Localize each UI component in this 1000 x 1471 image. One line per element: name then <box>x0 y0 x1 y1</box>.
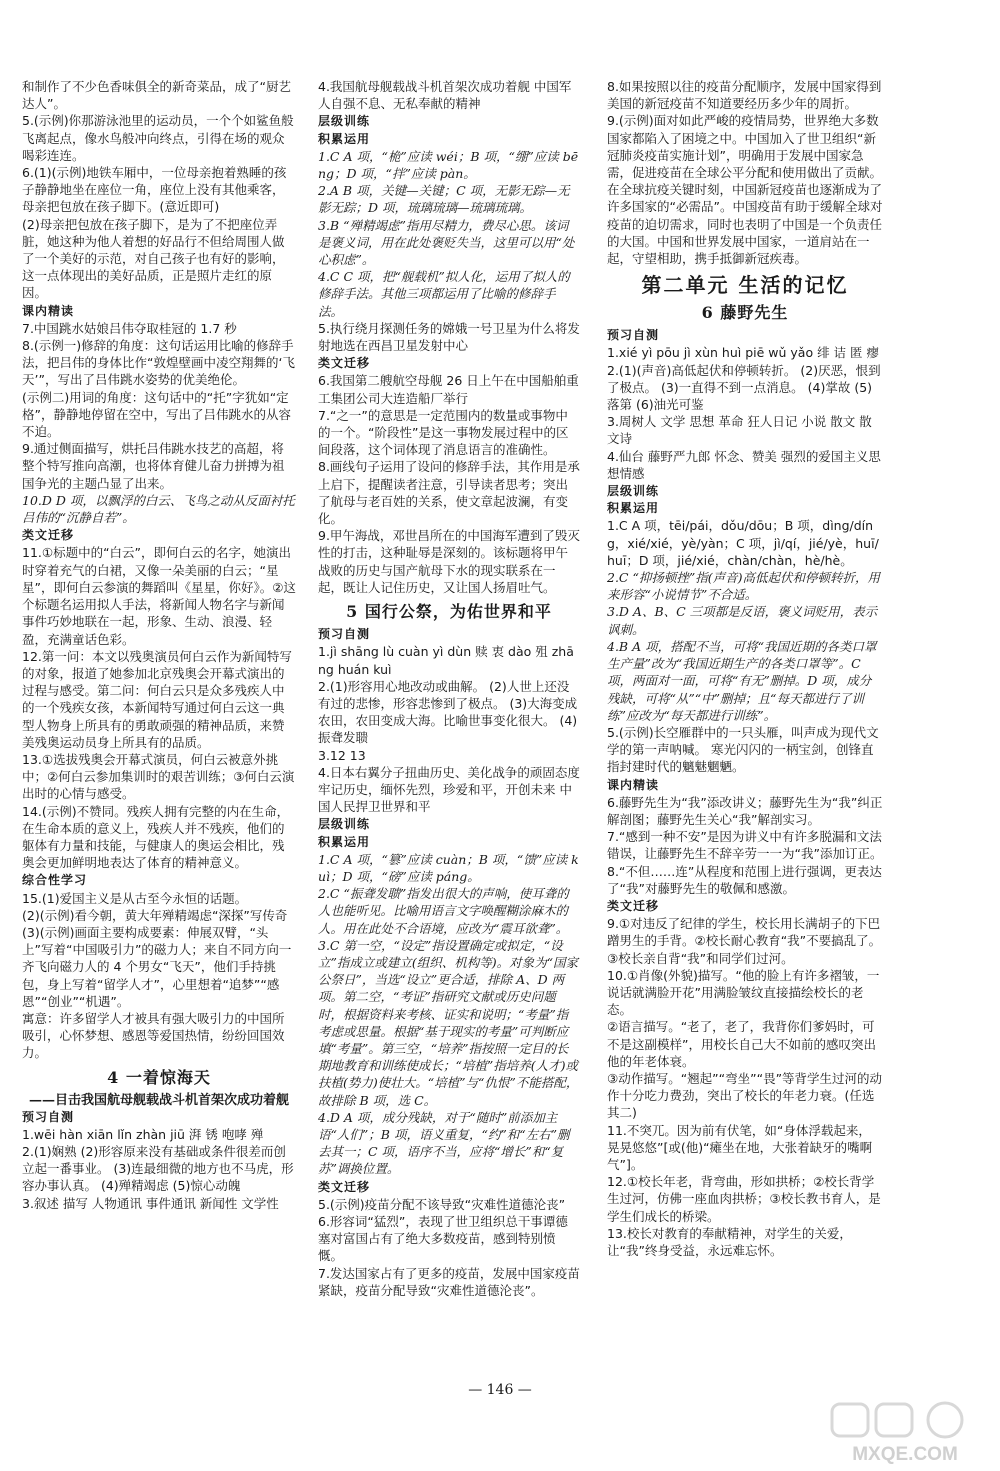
answer-item: 11.①标题中的“白云”，即何白云的名字，她演出时穿着充气的白裙，又像一朵美丽的白云；“星星”，即何白云参演的舞蹈叫《星星，你好》。②这个标题名运用拟人手法，将新闻人物名字与新闻事件巧妙地联在一起，形象、生动、浪漫、轻盈，充满童话色彩。 <box>22 545 296 647</box>
lesson-title: 6 藤野先生 <box>701 303 789 323</box>
answer-item: 7.“感到一种不安”是因为讲义中有许多脱漏和文法错误，让藤野先生不辞辛劳一一为“我”添加订正。 <box>607 829 883 862</box>
answer-item: 7.“之一”的意思是一定范围内的数量或事物中的一个。“阶段性”是这一事物发展过程中的区间段落，这个词体现了消息语言的准确性。 <box>318 407 569 458</box>
answer-item: ②语言描写。“老了，老了，我背你们爹妈时，可不是这副模样”，用校长自己大不如前的感叹突出他的年老体衰。 <box>607 1019 876 1069</box>
answer-item: 12.①校长年老，背弯曲，形如拱桥；②校长背学生过河，仿佛一座血肉拱桥；③校长教书育人，是学生们成长的桥梁。 <box>607 1174 881 1224</box>
section-heading: 预习自测 <box>607 328 660 343</box>
answer-item: 1.jì shāng lù cuàn yì dùn 赎 衷 dào 殂 zhāng huán kuì <box>318 644 574 677</box>
answer-item: 8.(示例一)修辞的角度：这句话运用比喻的修辞手法，把吕伟的身体比作“敦煌壁画中凌空翔舞的‘飞天’”，写出了吕伟跳水姿势的优美绝伦。 <box>22 338 295 388</box>
answer-item: 2.(1)娴熟 (2)形容原来没有基础或条件很差而创立起一番事业。 (3)连最细微的地方也不马虎，形容办事认真。 (4)殚精竭虑 (5)惊心动魄 <box>22 1143 294 1194</box>
watermark-text: MXQE.COM <box>852 1444 958 1465</box>
answer-item: 10.D D 项，以飘浮的白云、飞鸟之动从反面衬托吕伟的“沉静自若”。 <box>22 492 295 526</box>
section-heading: 综合性学习 <box>22 873 88 888</box>
answer-item: 6.形容词“猛烈”，表现了世卫组织总干事谭德塞对富国占有了绝大多数疫苗，感到特别愤慨。 <box>318 1214 568 1264</box>
answer-item: 7.发达国家占有了更多的疫苗，发展中国家疫苗紧缺，疫苗分配导致“灾难性道德沦丧”。 <box>318 1265 580 1298</box>
answer-item: 9.通过侧面描写，烘托吕伟跳水技艺的高超，将整个特写推向高潮，也将体育健儿奋力拼搏为祖国争光的主题凸显了出来。 <box>22 441 285 491</box>
lesson-title: 4 一着惊海天 <box>107 1067 211 1087</box>
answer-item: 2.C “抑扬顿挫”指(声音)高低起伏和停顿转折，用来形容“小说情节”不合适。 <box>607 570 880 603</box>
answer-item: 13.①选拔残奥会开幕式演员，何白云被意外挑中；②何白云参加集训时的艰苦训练；③何白云演出时的心情与感受。 <box>22 751 295 802</box>
answer-item: 1.xié yì pōu jì xùn huì piē wǔ yǎo 绯 诘 匿 瘳 <box>607 345 879 361</box>
answer-item: 1.C A 项，“桅”应读 wéi；B 项，“绷”应读 bēng；D 项，“拌”应读 pàn。 <box>318 148 579 182</box>
unit-title: 第二单元 生活的记忆 <box>641 273 849 298</box>
answer-item: ③动作描写。“翘起”“弯坐”“畏”等背学生过河的动作十分吃力费劲，突出了校长的年老力衰。(任选其二) <box>607 1070 883 1121</box>
section-heading: 类文迁移 <box>318 1179 371 1194</box>
answer-item: (2)母亲把包放在孩子脚下，是为了不把座位弄脏，她这种为他人着想的好品行不但给周围人做了一个美好的示范，对自己孩子也有好的影响，这一点体现出的美好品质，正是照片走红的原因。 <box>22 216 285 301</box>
answer-item: (2)(示例)看今朝，黄大年殚精竭虑“深探”写传奇 <box>22 907 288 923</box>
answer-item: 8.画线句子运用了设问的修辞手法，其作用是承上启下，提醒读者注意，引导读者思考；突出了航母与老百姓的关系，使文章起波澜，有变化。 <box>318 459 580 527</box>
answer-item: 15.(1)爱国主义是从古至今永恒的话题。 <box>22 890 248 906</box>
answer-item: 4.B A 项，搭配不当，可将“我国近期的各类口罩生产量”改为“我国近期生产的各类口罩等”。C 项，两面对一面，可将“有无”删掉。D 项，成分残缺，可将“从”“中”删掉；且“每天都进行了训练”应改为“每天都进行训练”。 <box>607 638 877 723</box>
answer-item: 1.wēi hàn xiān lǐn zhàn jiū 湃 锈 咆哮 殚 <box>22 1126 264 1142</box>
section-heading: 层级训练 <box>607 484 660 499</box>
answer-item: 3.周树人 文学 思想 革命 狂人日记 小说 散文 散文诗 <box>607 414 872 447</box>
answer-item: 3.C 第一空，“设定”指设置确定或拟定，“设立”指成立或建立(组织、机构等)。对象为“国家公祭日”，当选“设立”更合适，排除 A、D 两项。第二空，“考证”指研究文献或历史问题时，根据资料来考核、证实和说明；“考量”指考虑或思量。根据“基于现实的考量”可判断应填“考量”。第三空，“培养”指按照一定目的长期地教育和训练使成长；“培植”指培养(人才)或扶植(势力)使壮大。“培植”与“仇恨”不能搭配，故排除 B 项，选 C。 <box>318 937 579 1108</box>
section-heading: 积累运用 <box>318 834 371 849</box>
answer-column-right <box>607 78 883 1259</box>
answer-item: 4.仙台 藤野严九郎 怀念、赞美 强烈的爱国主义思想情感 <box>607 448 881 481</box>
answer-item: 14.(示例)不赞同。残疾人拥有完整的内在生命，在生命本质的意义上，残疾人并不残疾，他们的躯体有力量和技能，与健康人的奥运会相比，残奥会更加鲜明地表达了体育的精神意义。 <box>22 803 290 871</box>
section-heading: 预习自测 <box>22 1109 75 1124</box>
answer-item: 11.不突兀。因为前有伏笔，如“身体浮载起来，晃晃悠悠”[或(他)“瘫坐在地，大张着缺牙的嘴啊气”]。 <box>607 1122 873 1172</box>
answer-item: 5.执行绕月探测任务的嫦娥一号卫星为什么将发射地选在西昌卫星发射中心 <box>318 320 580 354</box>
section-heading: 预习自测 <box>318 627 371 642</box>
answer-item: 7.中国跳水姑娘吕伟夺取桂冠的 1.7 秒 <box>22 320 237 336</box>
answer-item: 4.C C 项，把“舰载机”拟人化，运用了拟人的修辞手法。其他三项都运用了比喻的修辞手法。 <box>318 269 570 319</box>
answer-item: 2.(1)(声音)高低起伏和停顿转折。 (2)厌恶，恨到了极点。 (3)一直得不到一点消息。 (4)掌故 (5)落第 (6)油光可鉴 <box>607 362 881 413</box>
answer-item: 和制作了不少色香味俱全的新奇菜品，成了“厨艺达人”。 <box>22 79 291 112</box>
answer-item: 3.12 13 <box>318 747 366 763</box>
section-heading: 课内精读 <box>22 303 75 318</box>
section-heading: 类文迁移 <box>22 528 75 543</box>
answer-item: 8.如果按照以往的疫苗分配顺序，发展中国家得到美国的新冠疫苗不知道要经历多少年的周折。 <box>607 79 882 112</box>
answer-item: 5.(示例)你那游泳池里的运动员，一个个如鲨鱼般飞离起点，像水鸟般冲向终点，引得在场的观众喝彩连连。 <box>22 113 294 163</box>
page-number: — 146 — <box>468 1382 532 1398</box>
answer-column-middle <box>318 78 580 1299</box>
answer-item: 6.藤野先生为“我”添改讲义；藤野先生为“我”纠正解剖图；藤野先生关心“我”解剖实习。 <box>607 794 883 827</box>
section-heading: 类文迁移 <box>607 898 660 913</box>
answer-item: 2.A B 项，关键—关键；C 项，无影无踪—无影无踪；D 项，琉璃琉璃—琉璃琉璃。 <box>318 183 570 216</box>
answer-item: 2.(1)形容用心地改动或曲解。 (2)人世上还没有过的悲惨，形容悲惨到了极点。 (3)大海变成农田，农田变成大海。比喻世事变化很大。 (4)振聋发聩 <box>318 678 578 746</box>
answer-item: 1.C A 项，“篡”应读 cuàn；B 项，“馈”应读 kuì；D 项，“磅”应读 páng。 <box>318 851 579 884</box>
answer-item: 6.我国第二艘航空母舰 26 日上午在中国船舶重工集团公司大连造船厂举行 <box>318 373 579 406</box>
answer-item: 12.第一问：本文以残奥演员何白云作为新闻特写的对象，报道了她参加北京残奥会开幕式演出的过程与感受。第二问：何白云只是众多残疾人中的一个残疾女孩，本新闻特写通过何白云这一典型人物身上所具有的勇敢顽强的精神品质，来赞美残奥运动员身上所具有的品质。 <box>22 648 292 750</box>
watermark-logo <box>820 1398 990 1468</box>
lesson-title: 5 国行公祭，为佑世界和平 <box>346 602 552 622</box>
answer-item: 9.①对违反了纪律的学生，校长用长满胡子的下巴蹭男生的手背。②校长耐心教育“我”不要搞乱了。③校长亲自背“我”和同学们过河。 <box>607 916 882 966</box>
answer-item: 5.(示例)疫苗分配不该导致“灾难性道德沦丧” <box>318 1196 566 1212</box>
section-heading: 层级训练 <box>318 817 371 832</box>
answer-item: 6.(1)(示例)地铁车厢中，一位母亲抱着熟睡的孩子静静地坐在座位一角，座位上没有其他乘客，母亲把包放在孩子脚下。(意近即可) <box>22 165 287 215</box>
answer-item: 4.我国航母舰载战斗机首架次成功着舰 中国军人自强不息、无私奉献的精神 <box>318 79 572 112</box>
answer-item: 9.(示例)面对如此严峻的疫情局势，世界绝大多数国家都陷入了困境之中。中国加入了世卫组织“新冠肺炎疫苗实施计划”，明确用于发展中国家急需，促进疫苗在全球公平分配和使用做出了贡献。在全球抗疫关键时刻，中国新冠疫苗也逐渐成为了许多国家的“必需品”。中国疫苗有助于缓解全球对疫苗的迫切需求，同时也表明了中国是一个负责任的大国。中国和世界发展中国家，一道肩站在一起，守望相助，携手抵御新冠疾毒。 <box>607 113 883 267</box>
section-heading: 类文迁移 <box>318 356 371 371</box>
section-heading: 课内精读 <box>607 777 660 792</box>
lesson-subtitle: ——目击我国航母舰载战斗机首架次成功着舰 <box>28 1092 289 1108</box>
answer-item: 2.C “振聋发聩”指发出很大的声响，使耳聋的人也能听见。比喻用语言文字唤醒糊涂麻木的人。用在此处不合语境，应改为“震耳欲聋”。 <box>318 886 569 936</box>
section-heading: 积累运用 <box>318 131 371 146</box>
section-heading: 积累运用 <box>607 501 660 516</box>
answer-item: 8.“不但……连”从程度和范围上进行强调，更表达了“我”对藤野先生的敬佩和感激。 <box>607 863 882 896</box>
answer-item: 寓意：许多留学人才被具有强大吸引力的中国所吸引，心怀梦想、感恩等爱国热情，纷纷回国效力。 <box>22 1010 285 1061</box>
answer-item: 3.叙述 描写 人物通讯 事件通讯 新闻性 文学性 <box>22 1195 279 1211</box>
answer-item: 4.日本右翼分子扭曲历史、美化战争的顽固态度 牢记历史，缅怀先烈，珍爱和平，开创未来 中国人民捍卫世界和平 <box>318 764 580 815</box>
answer-item: 13.校长对教育的奉献精神，对学生的关爱，让“我”终身受益，永远难忘怀。 <box>607 1225 852 1258</box>
answer-item: 1.C A 项，tēi/pái，dǒu/dōu；B 项，dìng/díng，xié/xié，yè/yàn；C 项，jì/qí，jié/yè，huī/huī；D 项，jié/xié，chàn/chàn，hè/hè。 <box>607 518 879 568</box>
answer-item: 3.D A、B、C 三项都是反语，褒义词贬用，表示讽刺。 <box>607 604 878 637</box>
answer-item: (3)(示例)画面主要构成要素：伸展双臂，“头上”写着“中国吸引力”的磁力人；来自不同方向一齐飞向磁力人的 4 个男女“飞天”，他们手持挑包，身上写着“留学人才”，心里想着“追梦”“感恩”“创业”“机遇”。 <box>22 924 292 1009</box>
answer-item: 4.D A 项，成分残缺，对于“随时”前添加主语“人们”；B 项，语义重复，“约”和“左右”删去其一；C 项，语序不当，应将“增长”和“复苏”调换位置。 <box>318 1109 570 1177</box>
section-heading: 层级训练 <box>318 114 371 129</box>
answer-item: 10.①肖像(外貌)描写。“他的脸上有许多褶皱，一说话就满脸开花”用满脸皱纹直接描绘校长的老态。 <box>607 967 880 1018</box>
answer-column-left <box>22 78 296 1212</box>
answer-item: 5.(示例)长空雁群中的一只头雁，叫声成为现代文学的第一声呐喊。 寒光闪闪的一柄宝剑，创锋直指封建时代的魑魅魍魉。 <box>607 724 879 775</box>
answer-item: 3.B “殚精竭虑”指用尽精力，费尽心思。该词是褒义词，用在此处褒贬失当，这里可以用“处心积虑”。 <box>318 217 575 268</box>
answer-item: (示例二)用词的角度：这句话中的“托”字犹如“定格”，静静地停留在空中，写出了吕伟跳水的从容不迫。 <box>22 389 291 440</box>
answer-item: 9.甲午海战，邓世昌所在的中国海军遭到了毁灭性的打击，这种耻辱是深刻的。该标题将甲午战败的历史与国产航母下水的现实联系在一起，既让人记住历史，又让国人扬眉吐气。 <box>318 528 580 595</box>
